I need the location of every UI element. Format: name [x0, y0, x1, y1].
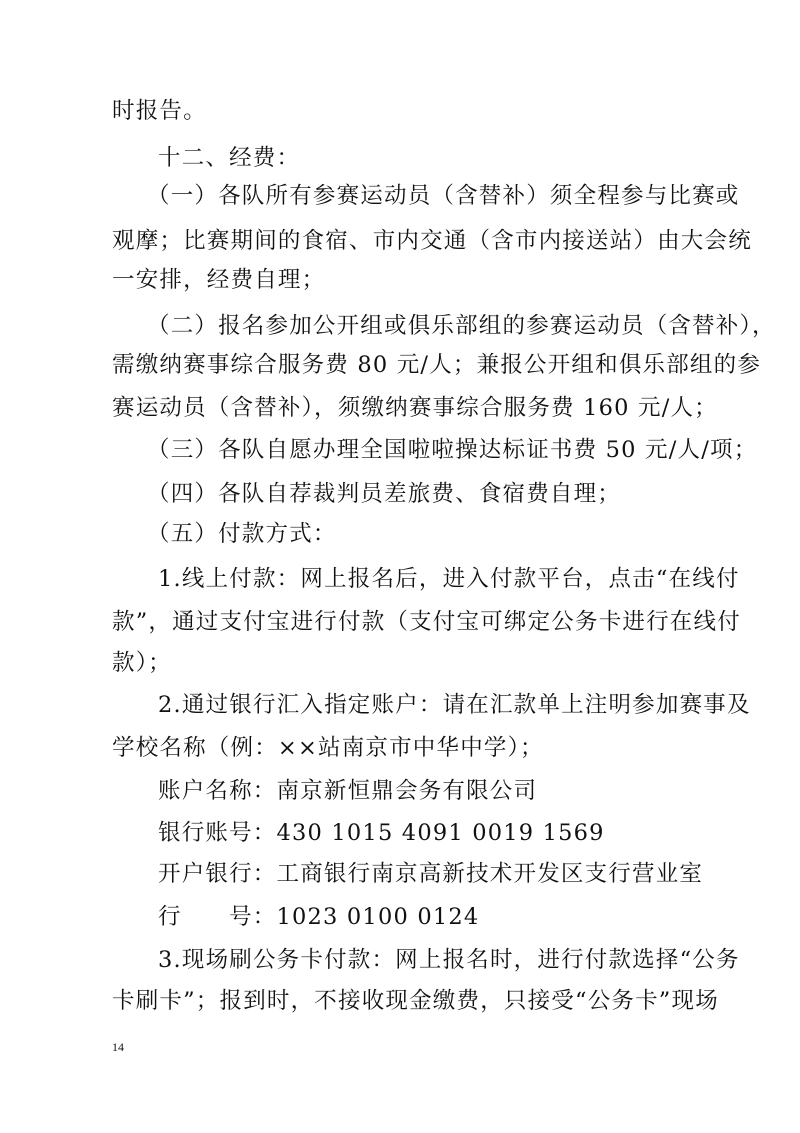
text-line: 3.现场刷公务卡付款：网上报名时，进行付款选择“公务	[158, 947, 740, 973]
text-line: 需缴纳赛事综合服务费 80 元/人；兼报公开组和俱乐部组的参	[112, 352, 762, 378]
bank-code: 行 号：1023 0100 0124	[158, 904, 480, 930]
text-line: （五）付款方式：	[147, 521, 337, 547]
text-line: （三）各队自愿办理全国啦啦操达标证书费 50 元/人/项；	[147, 437, 758, 463]
section-heading: 十二、经费：	[158, 145, 301, 171]
text-line: 观摩；比赛期间的食宿、市内交通（含市内接送站）由大会统	[112, 228, 752, 254]
text-line: 一安排，经费自理；	[112, 267, 326, 293]
text-line: 款）；	[112, 650, 172, 676]
text-line: 卡刷卡”；报到时，不接收现金缴费，只接受“公务卡”现场	[112, 988, 719, 1014]
text-line: 2.通过银行汇入指定账户：请在汇款单上注明参加赛事及	[158, 692, 751, 718]
text-line: 赛运动员（含替补），须缴纳赛事综合服务费 160 元/人；	[112, 395, 718, 421]
account-name: 账户名称：南京新恒鼎会务有限公司	[158, 778, 538, 804]
bank-name: 开户银行：工商银行南京高新技术开发区支行营业室	[158, 861, 704, 887]
page-number: 14	[112, 1040, 124, 1054]
text-line: 1.线上付款：网上报名后，进入付款平台，点击“在线付	[158, 566, 740, 592]
text-line: 款”，通过支付宝进行付款（支付宝可绑定公务卡进行在线付	[112, 609, 741, 635]
text-line: （二）报名参加公开组或俱乐部组的参赛运动员（含替补），	[147, 313, 776, 339]
text-line: （四）各队自荐裁判员差旅费、食宿费自理；	[147, 481, 622, 507]
text-line: 学校名称（例：××站南京市中华中学）；	[112, 735, 544, 761]
bank-account: 银行账号：430 1015 4091 0019 1569	[158, 820, 605, 846]
text-line: 时报告。	[112, 98, 207, 124]
text-line: （一）各队所有参赛运动员（含替补）须全程参与比赛或	[147, 183, 740, 209]
